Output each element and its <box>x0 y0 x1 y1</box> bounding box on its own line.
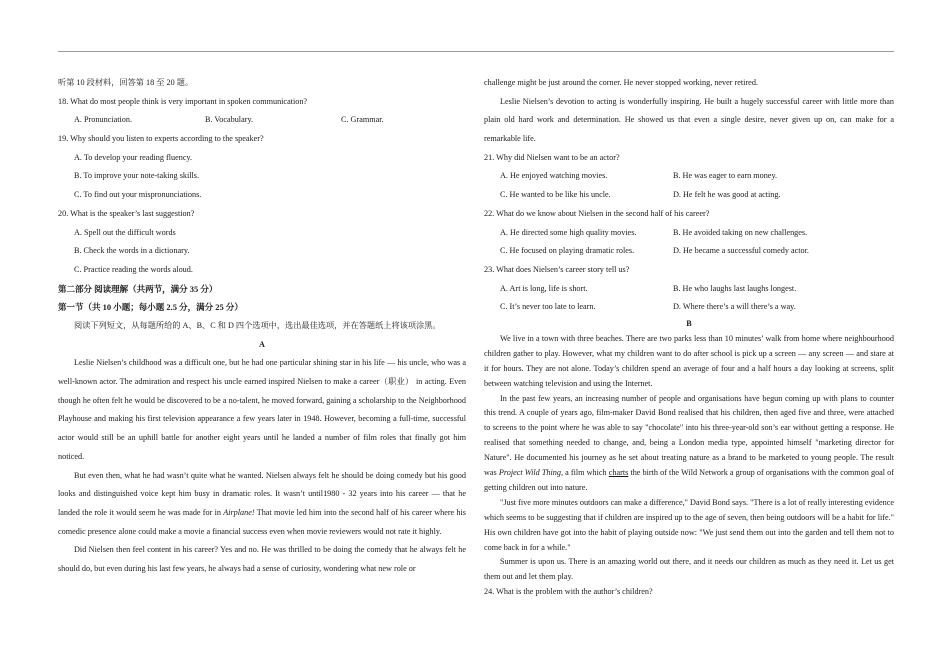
passage-b-paragraph-2: In the past few years, an increasing number of people and organisations have begun coming up with plans to counter this trend. A couple of years ago, film-maker David Bond realised that his children, then aged five and three, were attached to screens to the point where he was able to say "chocolate" into his three-year-old son’s ear without getting a response. He realised that something needed to change, and, being a London media type, appointed himself "marketing director for Nature". He documented his journey as he set about treating nature as a brand to be marketed to young people. The result was Project Wild Thing, a film which charts the birth of the Wild Network a group of organisations with the common goal of getting children out into nature. <box>484 393 894 492</box>
option-21a: A. He enjoyed watching movies. <box>500 171 608 181</box>
option-22c: C. He focused on playing dramatic roles. <box>500 246 635 256</box>
option-23d: D. Where there’s a will there’s a way. <box>673 302 796 312</box>
passage-a-label: A <box>259 339 265 349</box>
option-19a: A. To develop your reading fluency. <box>74 152 193 162</box>
question-23-options-row-1 <box>484 280 894 299</box>
option-21c: C. He wanted to be like his uncle. <box>500 190 611 200</box>
option-20b: B. Check the words in a dictionary. <box>74 246 190 256</box>
passage-b-paragraph-3: "Just five more minutes outdoors can make a difference," David Bond says. "There is a lot of really interesting evidence which seems to be suggesting that if children are inspired up to the age of seven, then being outdoors will be a habit for life." His own children have got into the habit of playing outside now: "We just send them out into the garden and tell them not to come back in for a while." <box>484 497 894 552</box>
passage-a-paragraph-1: Leslie Nielsen’s childhood was a difficult one, but he had one particular shining star in his life — his uncle, who was a well-known actor. The admiration and respect his uncle earned inspired Nielsen to make a career（职业） in acting. Even though he often felt he would be discovered to be a no-talent, he moved forward, gaining a scholarship to the Neighborhood Playhouse and making his first television appearance a few years later in 1948. However, becoming a full-time, successful actor would still be an uphill battle for another eight years until he landed a number of film roles that finally got him noticed. <box>58 358 466 461</box>
question-22-options-row-2 <box>484 242 894 261</box>
question-18-stem: 18. What do most people think is very important in spoken communication? <box>58 96 308 106</box>
passage-b-paragraph-4: Summer is upon us. There is an amazing world out there, and it needs our children as much as they need it. Let us get them out and let them play. <box>484 557 894 582</box>
right-column <box>484 74 894 600</box>
option-18c: C. Grammar. <box>341 115 384 125</box>
passage-a-paragraph-4: Leslie Nielsen’s devotion to acting is wonderfully inspiring. He built a hugely successful career with little more than plain old hard work and determination. He showed us that even a single desire, never given up on, can make for a remarkable life. <box>484 96 894 144</box>
question-24-stem: 24. What is the problem with the author’s children? <box>484 587 653 597</box>
option-21d: D. He felt he was good at acting. <box>673 190 781 200</box>
option-20c: C. Practice reading the words aloud. <box>74 264 193 274</box>
question-21-options-row-2 <box>484 186 894 205</box>
option-23b: B. He who laughs last laughs longest. <box>673 283 797 293</box>
question-22-stem: 22. What do we know about Nielsen in the second half of his career? <box>484 208 710 218</box>
option-19c: C. To find out your mispronunciations. <box>74 190 202 200</box>
option-23c: C. It’s never too late to learn. <box>500 302 596 312</box>
question-23-options-row-2 <box>484 298 894 317</box>
option-20a: A. Spell out the difficult words <box>74 227 176 237</box>
header-rule <box>58 51 894 52</box>
film-title-project-wild-thing: Project Wild Thing <box>498 468 561 478</box>
passage-a-paragraph-3: Did Nielsen then feel content in his career? Yes and no. He was thrilled to be doing the comedy that he always felt he should do, but even during his last few years, he always had a sense of curiosity, wondering what new role or <box>58 545 466 574</box>
movie-title-airplane: Airplane! <box>223 507 255 517</box>
passage-b-paragraph-1: We live in a town with three beaches. There are two parks less than 10 minutes’ walk from home where neighbourhood children gather to play. However, what my children want to do after school is pick up a screen — any screen — and stare at it for hours. They are not alone. Today’s children spend an average of four and a half hours a day looking at screens, split between watching television and using the Internet. <box>484 333 894 388</box>
passage-a-continuation: challenge might be just around the corner. He never stopped working, never retired. <box>484 78 758 87</box>
listening-intro: 听第 10 段材料，回答第 18 至 20 题。 <box>58 78 194 87</box>
reading-instructions: 阅读下列短文，从每题所给的 A、B、C 和 D 四个选项中，选出最佳选项，并在答题纸上将该项涂黑。 <box>74 320 441 330</box>
option-22d: D. He became a successful comedy actor. <box>673 246 809 256</box>
option-23a: A. Art is long, life is short. <box>500 283 588 293</box>
question-23-stem: 23. What does Nielsen’s career story tell us? <box>484 264 630 274</box>
question-21-stem: 21. Why did Nielsen want to be an actor? <box>484 152 620 162</box>
passage-b-label: B <box>686 318 692 328</box>
passage-a-paragraph-2: But even then, what he had wasn’t quite what he wanted. Nielsen always felt he should be doing comedy but his good looks and distinguished voice kept him busy in dramatic roles. It wasn’t until1980 - 32 years into his career — that he landed the role it would seem he was made for in Airplane! That movie led him into the second half of his career where his comedic presence alone could make a movie a financial success even when movie reviewers would not rate it highly. <box>58 470 466 536</box>
question-18-options <box>58 111 466 130</box>
question-20-stem: 20. What is the speaker’s last suggestion? <box>58 208 195 218</box>
option-22a: A. He directed some high quality movies. <box>500 227 637 237</box>
option-19b: B. To improve your note-taking skills. <box>74 171 200 181</box>
section-one-heading: 第一节（共 10 小题；每小题 2.5 分，满分 25 分） <box>58 302 243 313</box>
question-19-stem: 19. Why should you listen to experts according to the speaker? <box>58 134 264 144</box>
part-two-heading: 第二部分 阅读理解（共两节，满分 35 分） <box>58 283 218 294</box>
left-column <box>58 74 466 579</box>
underlined-word-charts: charts <box>608 468 629 478</box>
option-22b: B. He avoided taking on new challenges. <box>673 227 808 237</box>
question-22-options-row-1 <box>484 224 894 243</box>
option-21b: B. He was eager to earn money. <box>673 171 778 181</box>
option-18b: B. Vocabulary. <box>205 115 254 125</box>
question-21-options-row-1 <box>484 167 894 186</box>
option-18a: A. Pronunciation. <box>74 115 132 125</box>
